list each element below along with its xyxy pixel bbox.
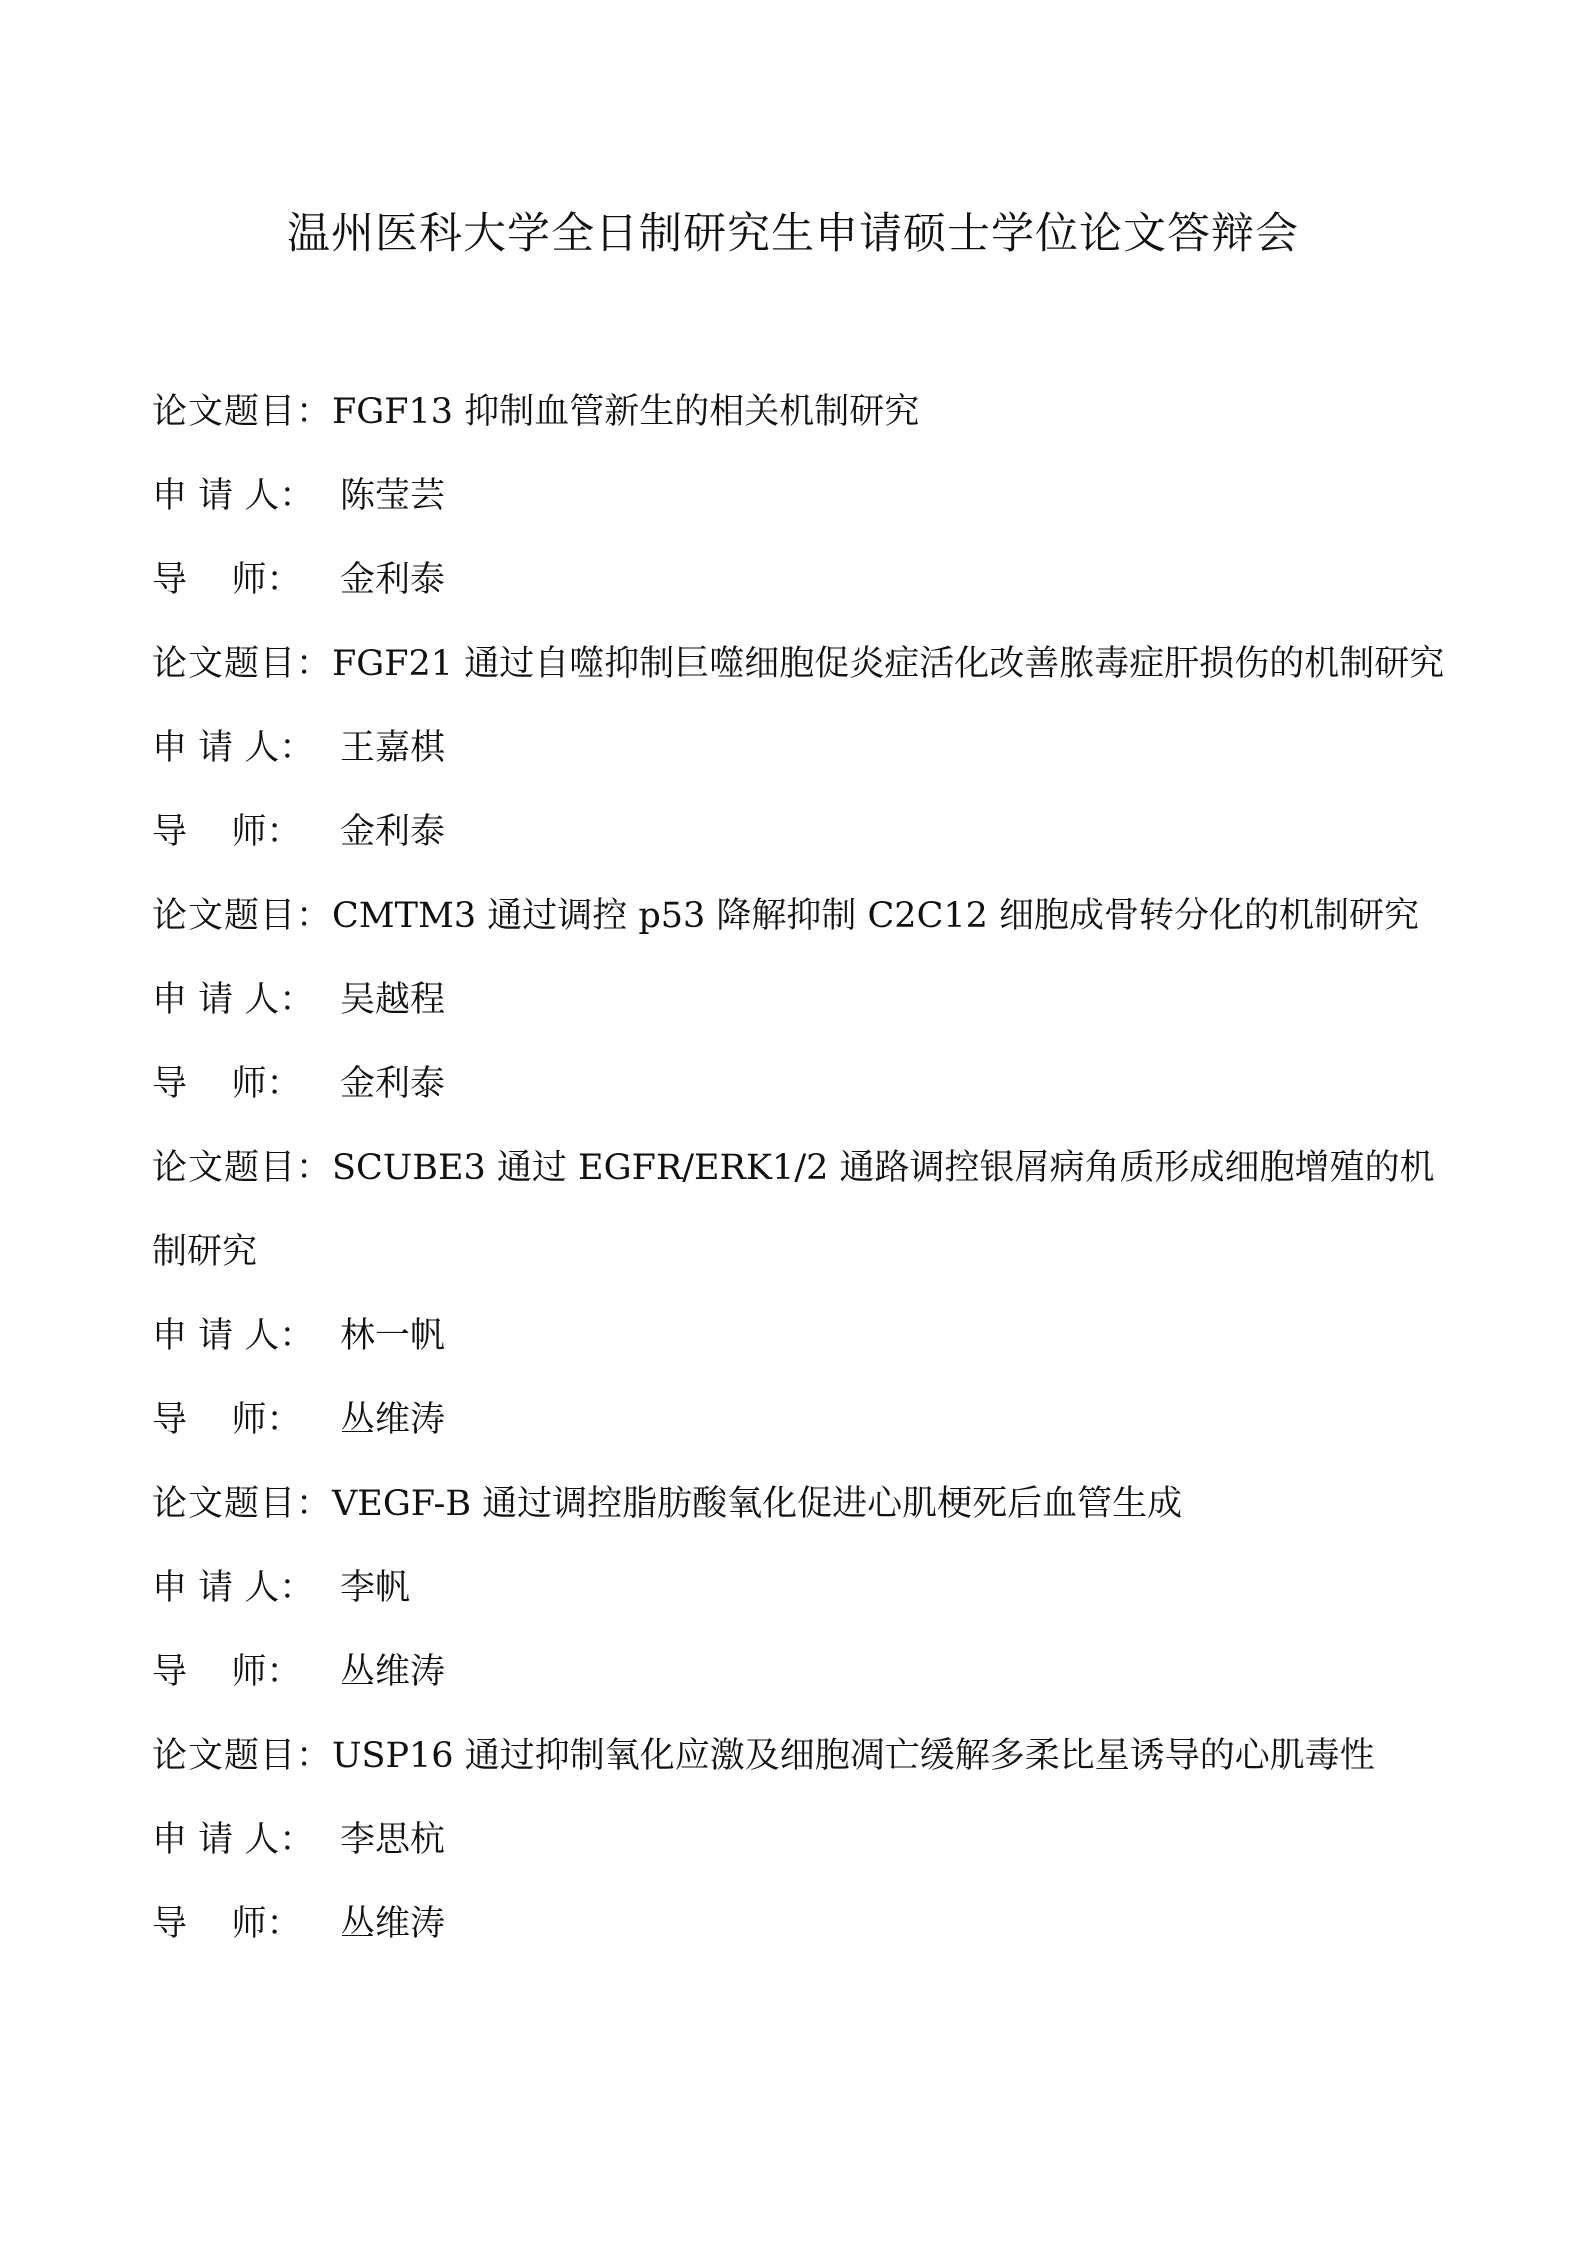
defense-entry (152, 370, 1452, 622)
thesis-title-line (152, 370, 1452, 454)
applicant-label: 申 请 人： (152, 476, 315, 516)
advisor-label: 导 师： (152, 560, 302, 600)
advisor-label: 导 师： (152, 1064, 302, 1104)
applicant-name: 陈莹芸 (340, 476, 446, 516)
advisor-name: 金利泰 (340, 560, 446, 600)
applicant-name: 李思杭 (340, 1820, 446, 1860)
thesis-title-line (152, 874, 1452, 958)
applicant-line (152, 1294, 1452, 1378)
advisor-line (152, 1378, 1452, 1462)
document-title: 温州医科大学全日制研究生申请硕士学位论文答辩会 (287, 209, 1299, 259)
advisor-label: 导 师： (152, 1904, 302, 1944)
thesis-title-line (152, 622, 1452, 706)
thesis-title-value: VEGF-B 通过调控脂肪酸氧化促进心肌梗死后血管生成 (332, 1484, 1183, 1524)
advisor-label: 导 师： (152, 1400, 302, 1440)
advisor-line (152, 1042, 1452, 1126)
applicant-label: 申 请 人： (152, 980, 315, 1020)
applicant-line (152, 1798, 1452, 1882)
advisor-name: 丛维涛 (340, 1652, 446, 1692)
defense-entry (152, 874, 1452, 1126)
advisor-line (152, 538, 1452, 622)
thesis-title-label: 论文题目： (152, 1484, 333, 1524)
thesis-title-label: 论文题目： (152, 1736, 333, 1776)
thesis-title-line (152, 1126, 1452, 1294)
thesis-title-label: 论文题目： (152, 392, 333, 432)
applicant-name: 吴越程 (340, 980, 446, 1020)
applicant-line (152, 1546, 1452, 1630)
advisor-line (152, 1882, 1452, 1966)
thesis-title-label: 论文题目： (152, 644, 333, 684)
defense-entry (152, 1462, 1452, 1714)
thesis-title-label: 论文题目： (152, 1148, 333, 1188)
applicant-name: 林一帆 (340, 1316, 446, 1356)
advisor-name: 金利泰 (340, 812, 446, 852)
advisor-name: 丛维涛 (340, 1400, 446, 1440)
thesis-title-value: FGF21 通过自噬抑制巨噬细胞促炎症活化改善脓毒症肝损伤的机制研究 (332, 644, 1445, 684)
advisor-label: 导 师： (152, 1652, 302, 1692)
advisor-line (152, 1630, 1452, 1714)
defense-entry-list (152, 370, 1452, 1966)
advisor-line (152, 790, 1452, 874)
applicant-label: 申 请 人： (152, 1568, 315, 1608)
thesis-title-value: CMTM3 通过调控 p53 降解抑制 C2C12 细胞成骨转分化的机制研究 (332, 896, 1420, 936)
applicant-line (152, 706, 1452, 790)
applicant-name: 王嘉棋 (340, 728, 446, 768)
defense-entry (152, 622, 1452, 874)
applicant-label: 申 请 人： (152, 1316, 315, 1356)
defense-entry (152, 1126, 1452, 1462)
thesis-title-label: 论文题目： (152, 896, 333, 936)
advisor-name: 丛维涛 (340, 1904, 446, 1944)
defense-entry (152, 1714, 1452, 1966)
applicant-label: 申 请 人： (152, 728, 315, 768)
applicant-label: 申 请 人： (152, 1820, 315, 1860)
thesis-title-line (152, 1462, 1452, 1546)
thesis-title-value: FGF13 抑制血管新生的相关机制研究 (332, 392, 920, 432)
advisor-label: 导 师： (152, 812, 302, 852)
applicant-line (152, 958, 1452, 1042)
thesis-title-line (152, 1714, 1452, 1798)
thesis-title-value: USP16 通过抑制氧化应激及细胞凋亡缓解多柔比星诱导的心肌毒性 (332, 1736, 1375, 1776)
applicant-name: 李帆 (340, 1568, 411, 1608)
advisor-name: 金利泰 (340, 1064, 446, 1104)
thesis-title-value: SCUBE3 通过 EGFR/ERK1/2 通路调控银屑病角质形成细胞增殖的机制研究 (152, 1148, 1435, 1272)
applicant-line (152, 454, 1452, 538)
